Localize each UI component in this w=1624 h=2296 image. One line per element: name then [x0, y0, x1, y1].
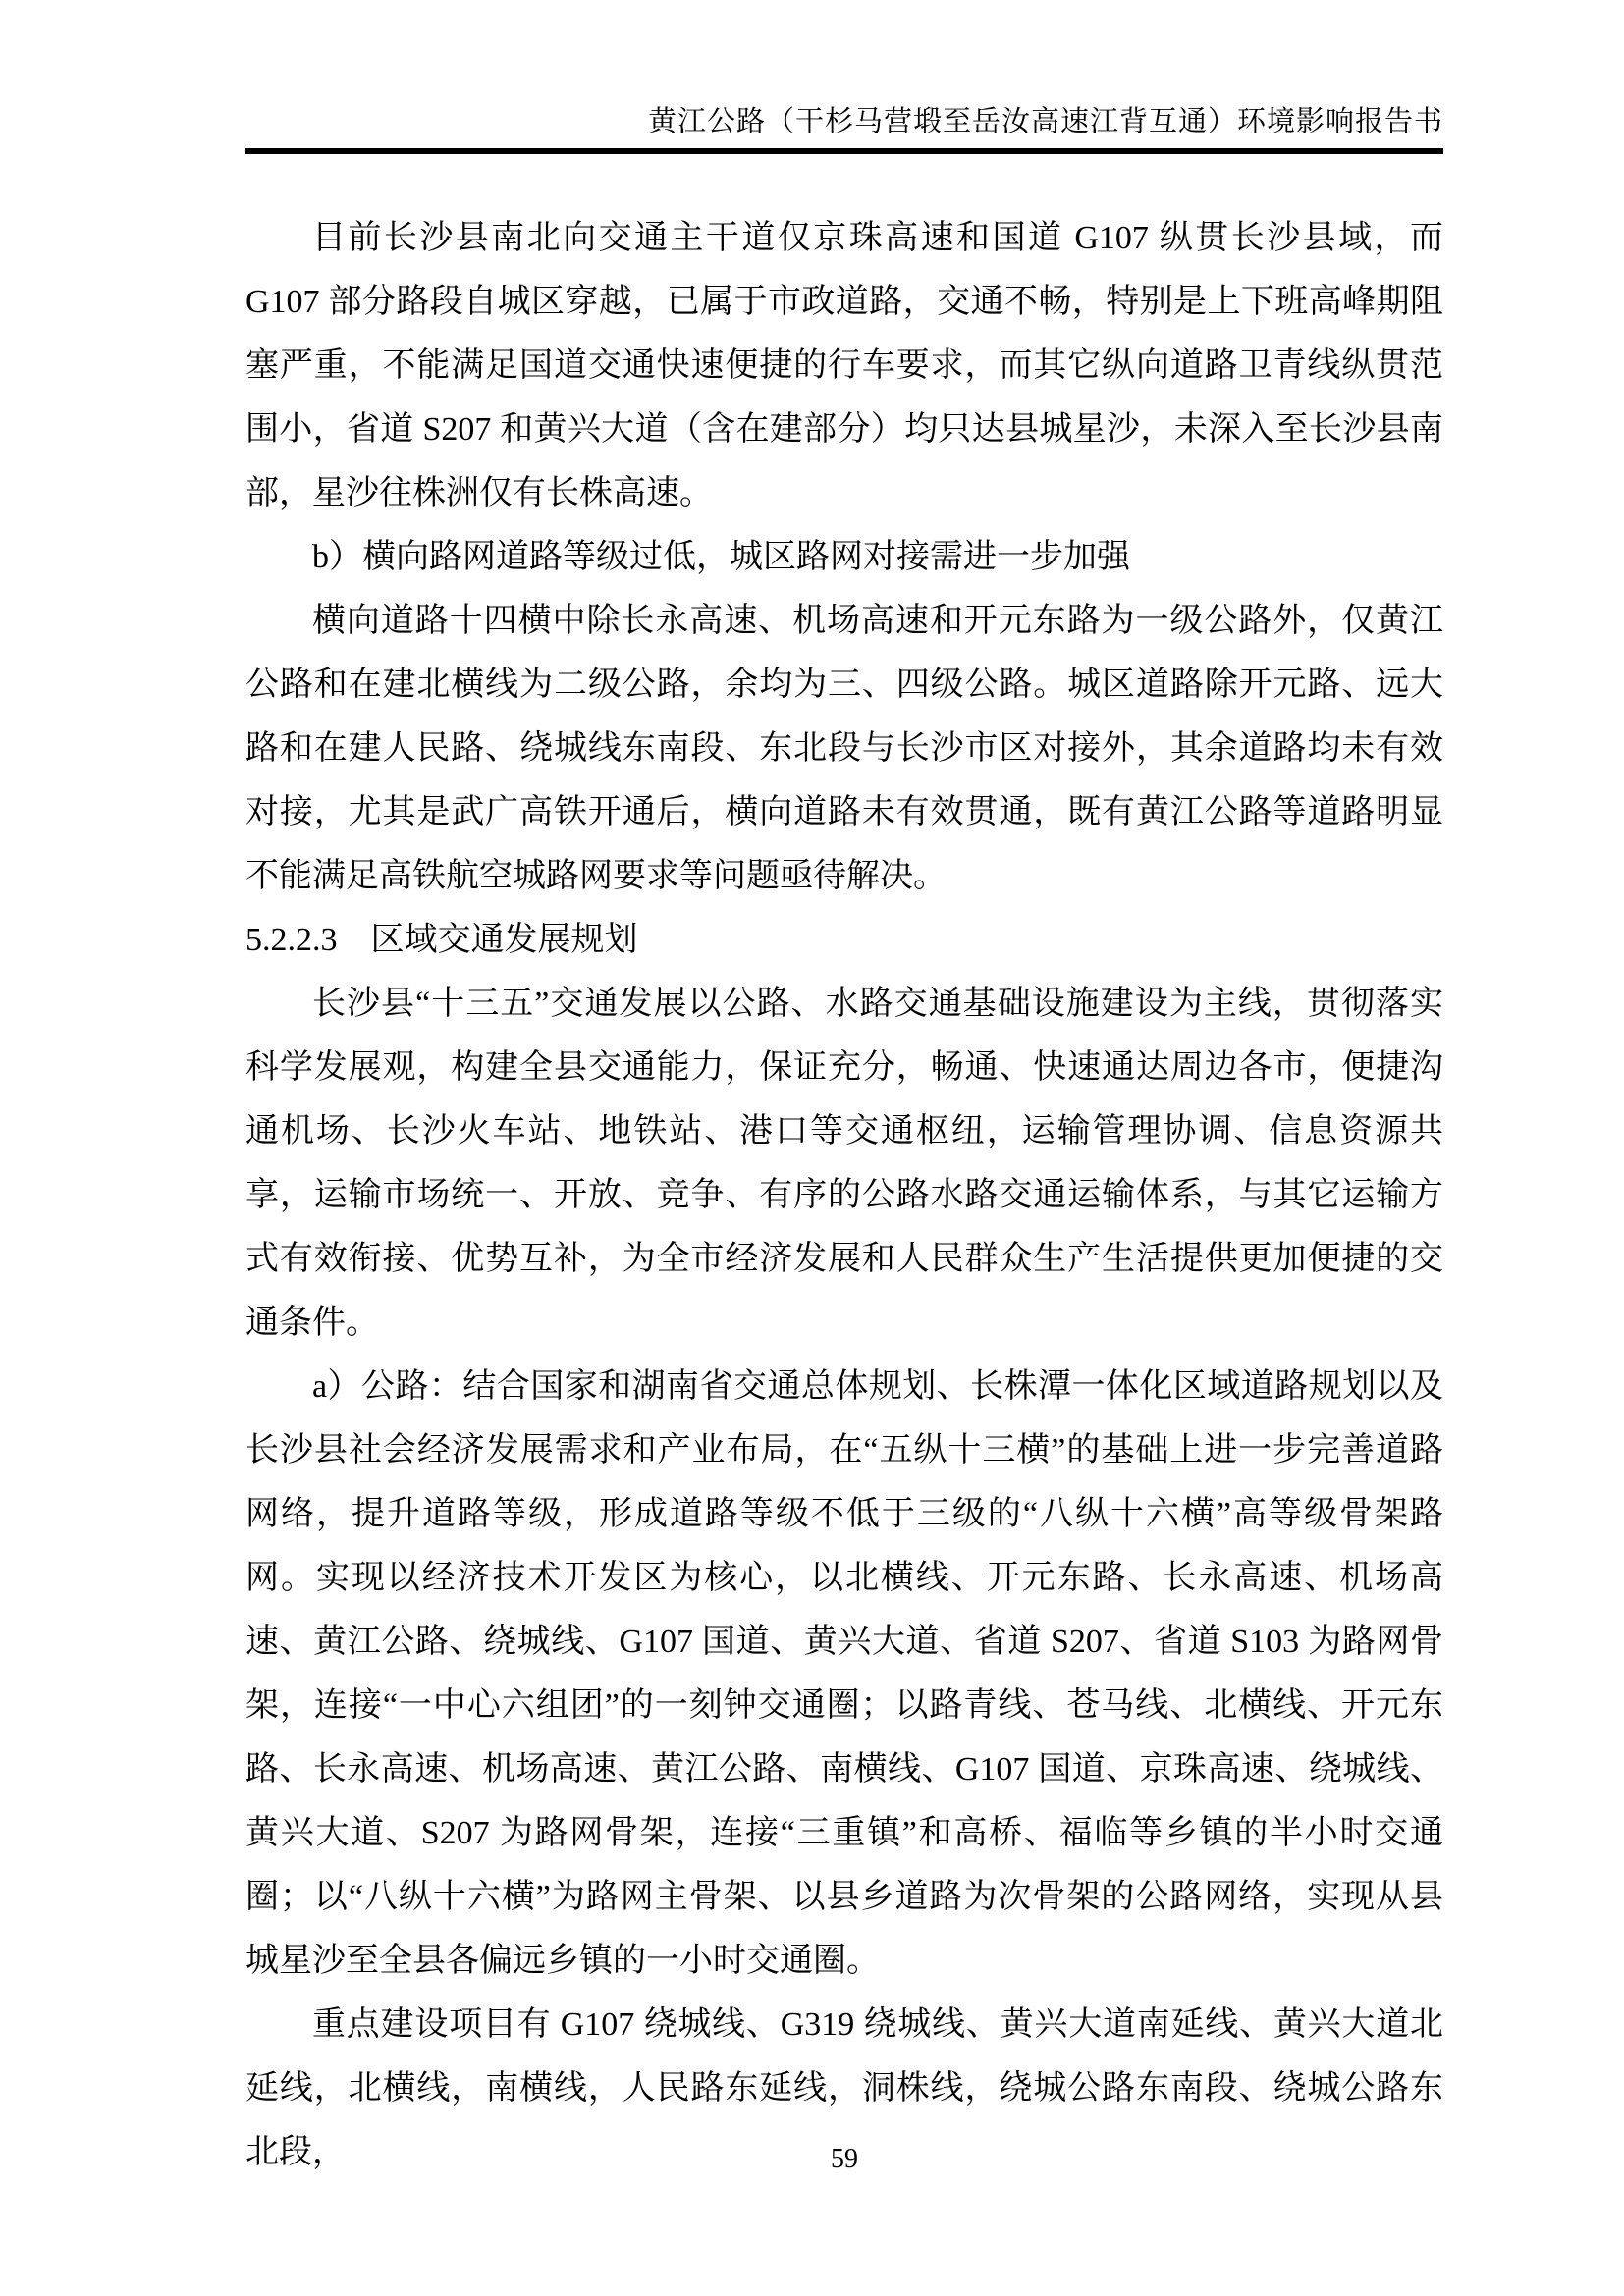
document-body	[245, 206, 1443, 2184]
header-title: 黄江公路（干杉马营塅至岳汝高速江背互通）环境影响报告书	[647, 106, 1443, 137]
page-number: 59	[831, 2144, 858, 2174]
body-paragraph: 重点建设项目有 G107 绕城线、G319 绕城线、黄兴大道南延线、黄兴大道北延线，北横线，南横线，人民路东延线，洞株线，绕城公路东南段、绕城公路东北段，	[245, 2006, 1443, 2170]
body-paragraph: 横向道路十四横中除长永高速、机场高速和开元东路为一级公路外，仅黄江公路和在建北横线为二级公路，余均为三、四级公路。城区道路除开元路、远大路和在建人民路、绕城线东南段、东北段与长沙市区对接外，其余道路均未有效对接，尤其是武广高铁开通后，横向道路未有效贯通，既有黄江公路等道路明显不能满足高铁航空城路网要求等问题亟待解决。	[245, 603, 1443, 894]
body-paragraph: 长沙县“十三五”交通发展以公路、水路交通基础设施建设为主线，贯彻落实科学发展观，构建全县交通能力，保证充分，畅通、快速通达周边各市，便捷沟通机场、长沙火车站、地铁站、港口等交通枢纽，运输管理协调、信息资源共享，运输市场统一、开放、竞争、有序的公路水路交通运输体系，与其它运输方式有效衔接、优势互补，为全市经济发展和人民群众生产生活提供更加便捷的交通条件。	[245, 986, 1443, 1341]
section-heading: 5.2.2.3 区域交通发展规划	[245, 922, 638, 958]
header-rule	[245, 148, 1443, 154]
body-paragraph: 目前长沙县南北向交通主干道仅京珠高速和国道 G107 纵贯长沙县域，而 G107 部分路段自城区穿越，已属于市政道路，交通不畅，特别是上下班高峰期阻塞严重，不能满足国道交通快速便捷的行车要求，而其它纵向道路卫青线纵贯范围小，省道 S207 和黄兴大道（含在建部分）均只达县城星沙，未深入至长沙县南部，星沙往株洲仅有长株高速。	[245, 220, 1443, 511]
body-paragraph: a）公路：结合国家和湖南省交通总体规划、长株潭一体化区域道路规划以及长沙县社会经济发展需求和产业布局，在“五纵十三横”的基础上进一步完善道路网络，提升道路等级，形成道路等级不低于三级的“八纵十六横”高等级骨架路网。实现以经济技术开发区为核心，以北横线、开元东路、长永高速、机场高速、黄江公路、绕城线、G107 国道、黄兴大道、省道 S207、省道 S103 为路网骨架，连接“一中心六组团”的一刻钟交通圈；以路青线、苍马线、北横线、开元东路、长永高速、机场高速、黄江公路、南横线、G107 国道、京珠高速、绕城线、黄兴大道、S207 为路网骨架，连接“三重镇”和高桥、福临等乡镇的半小时交通圈；以“八纵十六横”为路网主骨架、以县乡道路为次骨架的公路网络，实现从县城星沙至全县各偏远乡镇的一小时交通圈。	[245, 1368, 1443, 1979]
body-paragraph: b）横向路网道路等级过低，城区路网对接需进一步加强	[312, 539, 1130, 575]
